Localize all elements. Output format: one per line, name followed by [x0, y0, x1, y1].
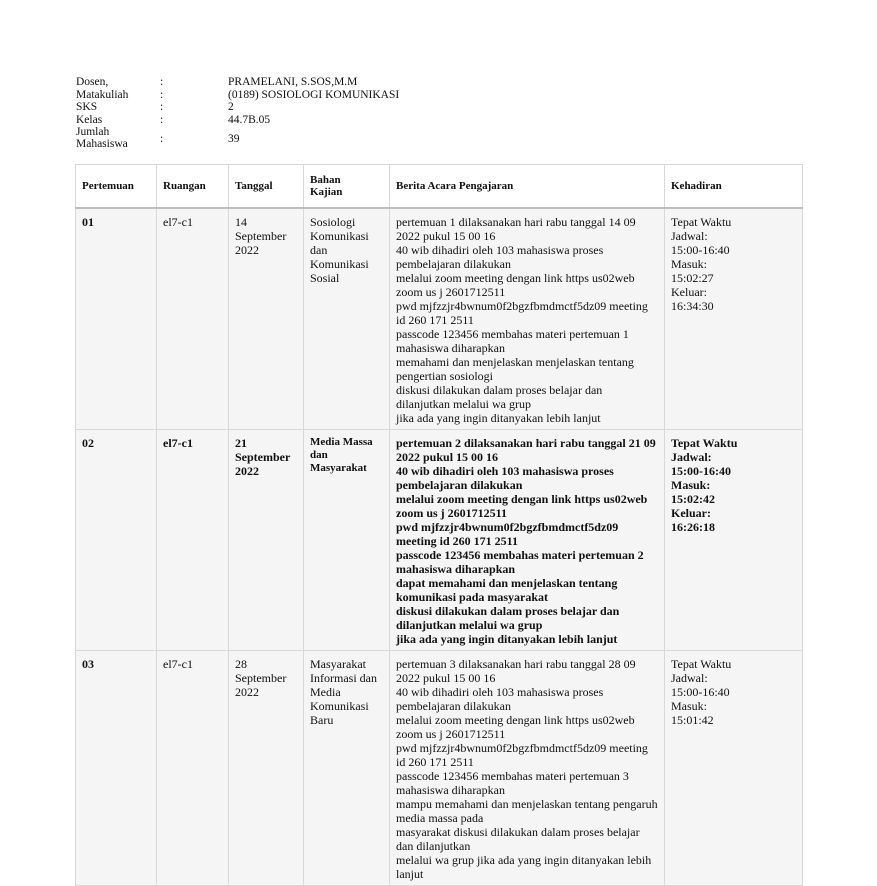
kelas-label: Kelas	[76, 113, 103, 126]
cell-kehadiran: Tepat Waktu Jadwal: 15:00-16:40 Masuk: 15:02:27 Keluar: 16:34:30	[665, 208, 803, 430]
jumlah-value: 39	[228, 133, 240, 145]
header-ruangan: Ruangan	[157, 165, 229, 209]
cell-tanggal: 14 September 2022	[229, 208, 304, 430]
table-row	[76, 430, 803, 651]
dosen-label: Dosen,	[76, 76, 109, 88]
cell-berita-acara: pertemuan 3 dilaksanakan hari rabu tanggal 28 09 2022 pukul 15 00 16 40 wib dihadiri oleh 103 mahasiswa proses pembelajaran dilakukan melalui zoom meeting dengan link https us02web zoom us j 2601712511 pwd mjfzzjr4bwnum0f2bgzfbmdmctf5dz09 meeting id 260 171 2511 passcode 123456 membahas materi pertemuan 3 mahasiswa diharapkan mampu memahami dan menjelaskan tentang pengaruh media massa pada masyarakat diskusi dilakukan dalam proses belajar dan dilanjutkan melalui wa grup jika ada yang ingin ditanyakan lebih lanjut	[390, 651, 665, 886]
header-kehadiran: Kehadiran	[665, 165, 803, 209]
table-row	[76, 651, 803, 886]
cell-ruangan: el7-c1	[157, 651, 229, 886]
kelas-value: 44.7B.05	[228, 113, 271, 126]
colon: :	[160, 76, 164, 88]
colon: :	[160, 133, 164, 145]
header-pertemuan: Pertemuan	[76, 165, 157, 209]
matakuliah-label: Matakuliah	[76, 88, 129, 101]
cell-bahan-kajian: Sosiologi Komunikasi dan Komunikasi Sosial	[304, 208, 390, 430]
cell-kehadiran: Tepat Waktu Jadwal: 15:00-16:40 Masuk: 15:01:42	[665, 651, 803, 886]
table-row	[76, 208, 803, 430]
matakuliah-value: (0189) SOSIOLOGI KOMUNIKASI	[228, 88, 400, 101]
colon: :	[160, 101, 164, 113]
cell-ruangan: el7-c1	[157, 430, 229, 651]
sks-value: 2	[228, 101, 234, 113]
attendance-table	[75, 164, 803, 886]
colon: :	[160, 113, 164, 126]
jumlah-label: Jumlah Mahasiswa	[76, 126, 128, 150]
table-header-row	[76, 165, 803, 209]
cell-bahan-kajian: Media Massa dan Masyarakat	[304, 430, 390, 651]
cell-kehadiran: Tepat Waktu Jadwal: 15:00-16:40 Masuk: 15:02:42 Keluar: 16:26:18	[665, 430, 803, 651]
cell-berita-acara: pertemuan 2 dilaksanakan hari rabu tanggal 21 09 2022 pukul 15 00 16 40 wib dihadiri oleh 103 mahasiswa proses pembelajaran dilakukan melalui zoom meeting dengan link https us02web zoom us j 2601712511 pwd mjfzzjr4bwnum0f2bgzfbmdmctf5dz09 meeting id 260 171 2511 passcode 123456 membahas materi pertemuan 2 mahasiswa diharapkan dapat memahami dan menjelaskan tentang komunikasi pada masyarakat diskusi dilakukan dalam proses belajar dan dilanjutkan melalui wa grup jika ada yang ingin ditanyakan lebih lanjut	[390, 430, 665, 651]
dosen-value: PRAMELANI, S.SOS,M.M	[228, 76, 358, 88]
cell-pertemuan: 01	[76, 208, 157, 430]
header-berita-acara: Berita Acara Pengajaran	[390, 165, 665, 209]
sks-label: SKS	[76, 101, 98, 113]
header-tanggal: Tanggal	[229, 165, 304, 209]
cell-tanggal: 21 September 2022	[229, 430, 304, 651]
header-bahan-kajian: Bahan Kajian	[304, 165, 390, 209]
cell-pertemuan: 02	[76, 430, 157, 651]
colon: :	[160, 88, 164, 101]
cell-berita-acara: pertemuan 1 dilaksanakan hari rabu tanggal 14 09 2022 pukul 15 00 16 40 wib dihadiri oleh 103 mahasiswa proses pembelajaran dilakukan melalui zoom meeting dengan link https us02web zoom us j 2601712511 pwd mjfzzjr4bwnum0f2bgzfbmdmctf5dz09 meeting id 260 171 2511 passcode 123456 membahas materi pertemuan 1 mahasiswa diharapkan memahami dan menjelaskan menjelaskan tentang pengertian sosiologi diskusi dilakukan dalam proses belajar dan dilanjutkan melalui wa grup jika ada yang ingin ditanyakan lebih lanjut	[390, 208, 665, 430]
cell-pertemuan: 03	[76, 651, 157, 886]
cell-ruangan: el7-c1	[157, 208, 229, 430]
cell-tanggal: 28 September 2022	[229, 651, 304, 886]
cell-bahan-kajian: Masyarakat Informasi dan Media Komunikasi Baru	[304, 651, 390, 886]
